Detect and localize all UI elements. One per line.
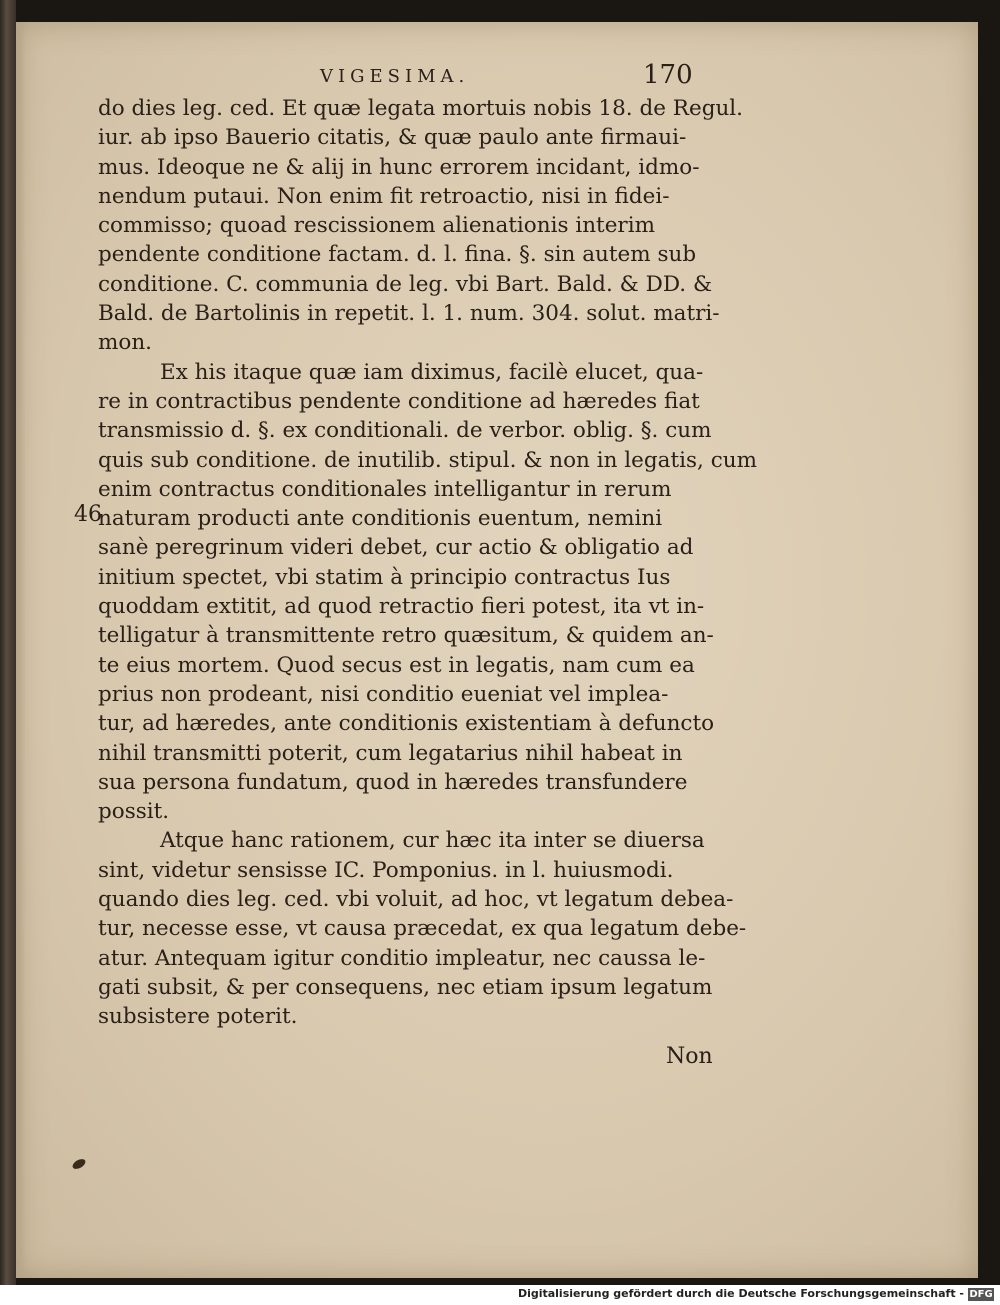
margin-note: 46 [74, 502, 102, 527]
text-line: gati subsit, & per consequens, nec etiam ipsum legatum [98, 974, 713, 1000]
text-line: sint, videtur sensisse IC. Pomponius. in l. huiusmodi. [98, 857, 674, 883]
text-line: mon. [98, 330, 153, 356]
text-line: Atque hanc rationem, cur hæc ita inter se diuersa [160, 828, 705, 854]
text-line: nendum putaui. Non enim fit retroactio, nisi in fidei- [98, 183, 670, 209]
text-line: initium spectet, vbi statim à principio contractus Ius [98, 564, 671, 590]
text-line: re in contractibus pendente conditione ad hæredes fiat [98, 388, 700, 414]
text-line: conditione. C. communia de leg. vbi Bart. Bald. & DD. & [98, 271, 713, 297]
text-line: iur. ab ipso Bauerio citatis, & quæ paulo ante firmaui- [98, 125, 687, 151]
text-line: quoddam extitit, ad quod retractio fieri potest, ita vt in- [98, 594, 705, 620]
text-line: prius non prodeant, nisi conditio eueniat vel implea- [98, 681, 669, 707]
text-line: tur, necesse esse, vt causa præcedat, ex qua legatum debe- [98, 916, 747, 942]
dfg-logo: DFG [969, 1289, 993, 1300]
text-line: subsistere poterit. [98, 1004, 298, 1030]
running-head: VIGESIMA. [320, 66, 470, 87]
digitization-footer [0, 1285, 1000, 1305]
text-line: Bald. de Bartolinis in repetit. l. 1. num. 304. solut. matri- [98, 301, 720, 327]
text-line: sua persona fundatum, quod in hæredes transfundere [98, 769, 688, 795]
text-line: mus. Ideoque ne & alij in hunc errorem incidant, idmo- [98, 154, 700, 180]
text-line: pendente conditione factam. d. l. fina. §. sin autem sub [98, 242, 697, 268]
footer-credit: Digitalisierung gefördert durch die Deutsche Forschungsgemeinschaft - [517, 1287, 964, 1300]
text-line: sanè peregrinum videri debet, cur actio & obligatio ad [98, 535, 694, 561]
page-number: 170 [643, 60, 693, 90]
text-line: quis sub conditione. de inutilib. stipul. & non in legatis, cum [98, 447, 757, 473]
book-binding [0, 0, 16, 1285]
body-text [98, 94, 757, 1032]
catchword: Non [666, 1044, 713, 1069]
text-line: telligatur à transmittente retro quæsitum, & quidem an- [98, 623, 714, 649]
text-line: naturam producti ante conditionis euentum, nemini [98, 506, 663, 532]
text-line: atur. Antequam igitur conditio impleatur, nec caussa le- [98, 945, 706, 971]
text-line: transmissio d. §. ex conditionali. de verbor. oblig. §. cum [98, 418, 712, 444]
text-line: possit. [98, 799, 170, 825]
text-line: enim contractus conditionales intelligantur in rerum [98, 476, 672, 502]
text-line: te eius mortem. Quod secus est in legatis, nam cum ea [98, 652, 695, 678]
text-line: quando dies leg. ced. vbi voluit, ad hoc, vt legatum debea- [98, 887, 734, 913]
text-line: nihil transmitti poterit, cum legatarius nihil habeat in [98, 740, 683, 766]
page-edge-shadow [16, 22, 26, 1278]
text-line: commisso; quoad rescissionem alienationis interim [98, 213, 655, 239]
text-line: do dies leg. ced. Et quæ legata mortuis nobis 18. de Regul. [98, 96, 744, 121]
text-line: tur, ad hæredes, ante conditionis existentiam à defuncto [98, 711, 715, 737]
text-line: Ex his itaque quæ iam diximus, facilè elucet, qua- [160, 359, 704, 385]
